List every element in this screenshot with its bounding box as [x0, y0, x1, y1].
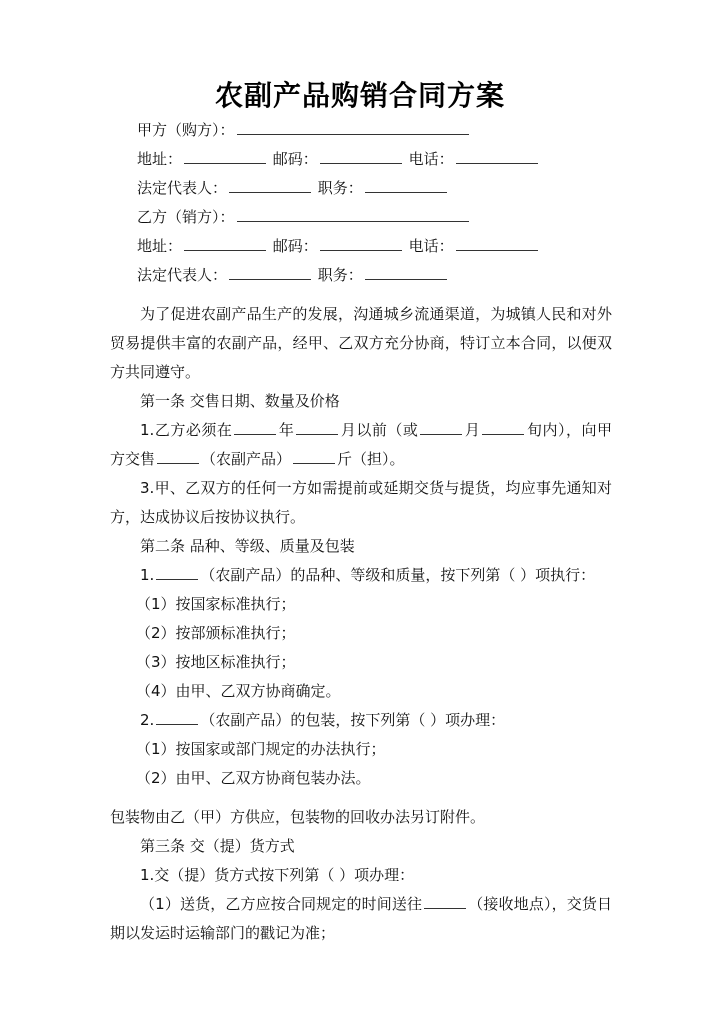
party-a-phone-blank[interactable]: [456, 149, 538, 164]
article-1-item-1-t3: 月以前（或: [340, 421, 419, 439]
article-1-item-1-t4: 月: [464, 421, 481, 439]
article-2-item-1: [110, 561, 612, 590]
party-b-name-blank[interactable]: [237, 207, 469, 222]
party-b-address-blank[interactable]: [184, 236, 266, 251]
party-a-legal-rep-blank[interactable]: [229, 178, 311, 193]
article-3-option-1: [110, 890, 612, 948]
article-1-item-3: 3.甲、乙双方的任何一方如需提前或延期交货与提货，均应事先通知对方，达成协议后按协议执行。: [110, 479, 612, 526]
party-b-postcode-label: 邮码：: [272, 237, 318, 255]
article-2-option-2-1: （1）按国家或部门规定的办法执行；: [136, 740, 386, 758]
article-2-option-2-2: （2）由甲、乙双方协商包装办法。: [136, 769, 371, 787]
party-a-postcode-blank[interactable]: [320, 149, 402, 164]
party-a-phone-label: 电话：: [408, 150, 454, 168]
party-a-legal-rep-label: 法定代表人：: [137, 179, 228, 197]
page-title: 农副产品购销合同方案: [214, 79, 505, 112]
article-2-item-2-suffix: （农副产品）的包装，按下列第（ ）项办理：: [200, 711, 506, 729]
article-3-item-1: 1.交（提）货方式按下列第（ ）项办理：: [140, 866, 415, 884]
article-3-location-blank[interactable]: [424, 894, 466, 909]
party-b-name-line: [110, 203, 612, 232]
party-b-position-label: 职务：: [317, 266, 363, 284]
party-b-block: [110, 203, 612, 290]
party-a-postcode-label: 邮码：: [272, 150, 318, 168]
article-2-option-1-1: （1）按国家标准执行；: [136, 595, 296, 613]
article-1-item-1-t6: （农副产品）: [201, 450, 292, 468]
party-a-block: [110, 116, 612, 203]
article-1-item-1: [110, 416, 612, 474]
article-1-item-1-t5: 旬内），向甲方交售: [110, 421, 612, 468]
article-1-item-1-t1: 1.乙方必须在: [140, 421, 233, 439]
party-a-name-label: 甲方（购方）：: [137, 121, 235, 139]
article-2-item-2: [110, 706, 612, 735]
party-a-contact-line: [110, 145, 612, 174]
document-body: [0, 116, 720, 948]
party-a-address-label: 地址：: [137, 150, 183, 168]
party-a-rep-line: [110, 174, 612, 203]
article-2-item-1-prefix: 1.: [140, 566, 155, 584]
party-a-address-blank[interactable]: [184, 149, 266, 164]
article-1-alt-month-blank[interactable]: [420, 420, 462, 435]
party-b-legal-rep-label: 法定代表人：: [137, 266, 228, 284]
party-b-address-label: 地址：: [137, 237, 183, 255]
party-b-name-label: 乙方（销方）：: [137, 208, 235, 226]
article-2-item-2-blank[interactable]: [156, 710, 198, 725]
party-b-contact-line: [110, 232, 612, 261]
article-1-item-1-t7: 斤（担）。: [337, 450, 405, 468]
preamble-paragraph: 为了促进农副产品生产的发展，沟通城乡流通渠道，为城镇人民和对外贸易提供丰富的农副产品，经甲、乙双方充分协商，特订立本合同，以便双方共同遵守。: [110, 305, 612, 381]
party-b-phone-blank[interactable]: [456, 236, 538, 251]
article-1-weight-blank[interactable]: [293, 449, 335, 464]
article-2-option-1-2: （2）按部颁标准执行；: [136, 624, 296, 642]
party-b-postcode-blank[interactable]: [320, 236, 402, 251]
party-a-position-blank[interactable]: [365, 178, 447, 193]
article-2-option-1-4: （4）由甲、乙双方协商确定。: [136, 682, 341, 700]
article-2-closing: 包装物由乙（甲）方供应，包装物的回收办法另订附件。: [110, 808, 486, 826]
article-3-option-1-t2: （接收地点），交货日期以发运时运输部门的戳记为准；: [110, 895, 612, 942]
party-a-name-line: [110, 116, 612, 145]
article-1-year-blank[interactable]: [234, 420, 276, 435]
article-2-item-2-prefix: 2.: [140, 711, 155, 729]
article-1-month-blank[interactable]: [296, 420, 338, 435]
article-1-ten-day-blank[interactable]: [482, 420, 524, 435]
article-1-item-1-t2: 年: [278, 421, 295, 439]
article-3-option-1-t1: （1）送货，乙方应按合同规定的时间送往: [140, 895, 423, 913]
article-2-option-1-3: （3）按地区标准执行；: [136, 653, 296, 671]
article-2-item-1-blank[interactable]: [156, 565, 198, 580]
article-3-heading: 第三条 交（提）货方式: [140, 837, 295, 855]
party-b-legal-rep-blank[interactable]: [229, 265, 311, 280]
article-1-product-blank[interactable]: [157, 449, 199, 464]
party-b-phone-label: 电话：: [408, 237, 454, 255]
party-b-position-blank[interactable]: [365, 265, 447, 280]
party-a-name-blank[interactable]: [237, 120, 469, 135]
article-2-item-1-suffix: （农副产品）的品种、等级和质量，按下列第（ ）项执行：: [200, 566, 596, 584]
party-a-position-label: 职务：: [317, 179, 363, 197]
article-2-heading: 第二条 品种、等级、质量及包装: [140, 537, 355, 555]
party-b-rep-line: [110, 261, 612, 290]
article-1-heading: 第一条 交售日期、数量及价格: [140, 392, 340, 410]
